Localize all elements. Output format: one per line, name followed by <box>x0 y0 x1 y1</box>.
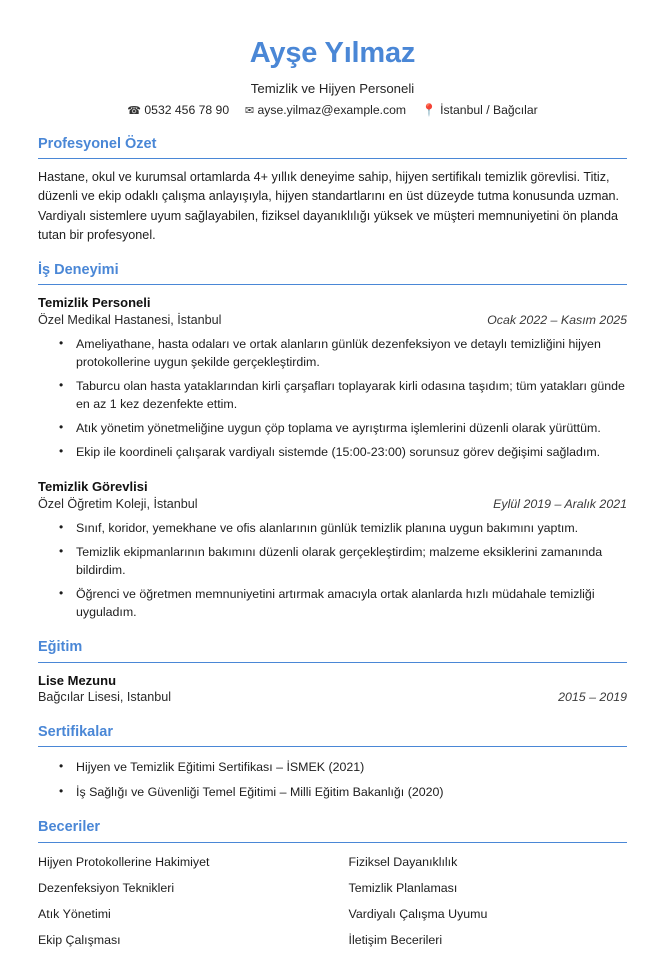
skill-item: İletişim Becerileri <box>348 932 443 947</box>
experience-meta-row <box>38 496 627 514</box>
skill-item: Fiziksel Dayanıklılık <box>348 854 458 869</box>
section-title-education: Eğitim <box>38 639 83 656</box>
experience-bullet-list <box>38 520 627 622</box>
certificate-item: • Hijyen ve Temizlik Eğitimi Sertifikası – İSMEK (2021) <box>38 759 627 777</box>
section-skills <box>38 819 627 957</box>
certificate-list <box>38 759 627 802</box>
skill-item: Atık Yönetimi <box>38 906 111 921</box>
experience-entry <box>38 294 627 462</box>
certificate-item: • İş Sağlığı ve Güvenliği Temel Eğitimi – Milli Eğitim Bakanlığı (2020) <box>38 784 627 802</box>
contact-email[interactable]: ayse.yilmaz@example.com <box>257 103 407 118</box>
section-title-summary: Profesyonel Özet <box>38 135 157 152</box>
experience-bullet: • Sınıf, koridor, yemekhane ve ofis alanlarının günlük temizlik planına uygun bakımını yaptım. <box>38 520 627 538</box>
section-education <box>38 639 627 707</box>
skill-item: Hijyen Protokollerine Hakimiyet <box>38 854 210 869</box>
section-experience <box>38 262 627 623</box>
education-entry <box>38 672 627 707</box>
location-pin-icon: 📍 <box>421 103 437 118</box>
section-certificates <box>38 724 627 802</box>
education-degree: Lise Mezunu <box>38 672 117 688</box>
section-body-education <box>38 663 627 707</box>
resume-header <box>38 38 627 119</box>
experience-bullet: • Taburcu olan hasta yataklarından kirli çarşafları toplayarak kirli odasına taşıdım; tüm yatakları günde en az 1 kez dezenfekte ettim. <box>38 378 627 414</box>
summary-text: Hastane, okul ve kurumsal ortamlarda 4+ yıllık deneyime sahip, hijyen sertifikalı temizlik görevlisi. Titiz, düzenli ve ekip odaklı çalışma anlayışıyla, hijyen standartlarını en üst düzeyde tutma konusunda uzman. Vardiyalı sistemlere uyum sağlayabilen, fiziksel dayanıklılığı yüksek ve müşteri memnuniyetini ön planda tutan bir profesyonel. <box>38 170 620 242</box>
candidate-name: Ayşe Yılmaz <box>249 37 416 69</box>
section-title-certificates: Sertifikalar <box>38 723 113 740</box>
experience-dates: Ocak 2022 – Kasım 2025 <box>487 312 627 327</box>
experience-bullet: • Atık yönetim yönetmeliğine uygun çöp toplama ve ayrıştırma işlemlerini düzenli olarak yürüttüm. <box>38 420 627 438</box>
experience-organization: Özel Medikal Hastanesi, İstanbul <box>38 312 222 327</box>
section-body-certificates <box>38 747 627 802</box>
contact-phone[interactable]: 0532 456 78 90 <box>144 103 230 118</box>
skill-item: Temizlik Planlaması <box>348 880 458 895</box>
experience-role: Temizlik Görevlisi <box>38 479 148 495</box>
skill-item: Vardiyalı Çalışma Uyumu <box>348 906 488 921</box>
skill-item: Dezenfeksiyon Teknikleri <box>38 880 175 895</box>
envelope-icon: ✉ <box>244 105 255 118</box>
experience-entry <box>38 478 627 622</box>
experience-bullet: • Ameliyathane, hasta odaları ve ortak alanların günlük dezenfeksiyon ve detaylı temizliğini hijyen protokollerine uygun şekilde gerçekleştirdim. <box>38 336 627 372</box>
education-dates: 2015 – 2019 <box>558 690 627 705</box>
section-body-experience <box>38 285 627 622</box>
experience-organization: Özel Öğretim Koleji, İstanbul <box>38 496 198 511</box>
contact-line <box>38 102 627 119</box>
experience-meta-row <box>38 312 627 330</box>
education-institution: Bağcılar Lisesi, Istanbul <box>38 690 172 705</box>
section-body-summary <box>38 159 627 245</box>
contact-location: İstanbul / Bağcılar <box>440 103 538 118</box>
section-summary <box>38 136 627 245</box>
section-title-experience: İş Deneyimi <box>38 261 119 278</box>
experience-bullet: • Temizlik ekipmanlarının bakımını düzenli olarak gerçekleştirdim; malzeme eksiklerini zamanında bildirdim. <box>38 544 627 580</box>
skills-column-right <box>333 854 628 958</box>
section-body-skills <box>38 843 627 958</box>
experience-bullet-list <box>38 336 627 462</box>
phone-icon: ☎ <box>127 105 141 118</box>
experience-bullet: • Öğrenci ve öğretmen memnuniyetini artırmak amacıyla ortak alanlarda hızlı müdahale temizliği uyguladım. <box>38 586 627 622</box>
experience-bullet: • Ekip ile koordineli çalışarak vardiyalı sistemde (15:00-23:00) sorunsuz görev değişimi sağladım. <box>38 444 627 462</box>
skill-item: Ekip Çalışması <box>38 932 121 947</box>
experience-dates: Eylül 2019 – Aralık 2021 <box>493 496 627 511</box>
education-meta-row <box>38 689 627 707</box>
section-title-skills: Beceriler <box>38 819 101 836</box>
experience-role: Temizlik Personeli <box>38 295 151 311</box>
skills-column-left <box>38 854 333 958</box>
candidate-headline: Temizlik ve Hijyen Personeli <box>250 80 415 96</box>
